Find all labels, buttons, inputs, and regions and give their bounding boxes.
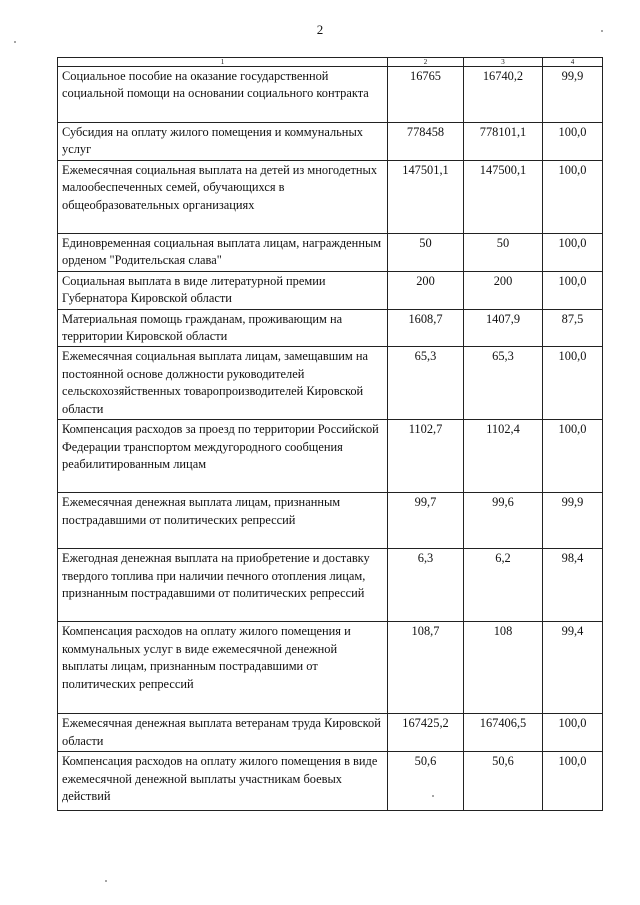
table-row <box>58 752 603 811</box>
cell-col3: 200 <box>464 271 543 309</box>
cell-col3: 1407,9 <box>464 309 543 347</box>
cell-col3: 65,3 <box>464 347 543 420</box>
header-row <box>58 58 603 67</box>
cell-col3: 108 <box>464 622 543 714</box>
page-number: 2 <box>316 22 324 37</box>
cell-col4: 100,0 <box>543 123 603 161</box>
cell-col3: 50,6 <box>464 752 543 811</box>
scan-speck <box>14 41 16 43</box>
table-row <box>58 123 603 161</box>
cell-col2: 6,3 <box>388 549 464 622</box>
table-row <box>58 67 603 123</box>
row-label: Субсидия на оплату жилого помещения и коммунальных услуг <box>58 123 388 161</box>
row-label: Ежемесячная денежная выплата лицам, признанным пострадавшими от политических репрессий <box>58 493 388 549</box>
table-row <box>58 161 603 234</box>
row-label: Ежегодная денежная выплата на приобретение и доставку твердого топлива при наличии печного отопления лицам, признанным пострадавшими от политических репрессий <box>58 549 388 622</box>
cell-col3: 99,6 <box>464 493 543 549</box>
cell-col4: 99,4 <box>543 622 603 714</box>
cell-col2: 65,3 <box>388 347 464 420</box>
cell-col4: 87,5 <box>543 309 603 347</box>
cell-col2: 1608,7 <box>388 309 464 347</box>
cell-col4: 100,0 <box>543 752 603 811</box>
row-label: Социальная выплата в виде литературной премии Губернатора Кировской области <box>58 271 388 309</box>
cell-col4: 100,0 <box>543 234 603 272</box>
table-row <box>58 549 603 622</box>
data-table <box>57 57 603 811</box>
cell-col2: 1102,7 <box>388 420 464 493</box>
cell-col3: 16740,2 <box>464 67 543 123</box>
cell-col4: 100,0 <box>543 420 603 493</box>
row-label: Ежемесячная денежная выплата ветеранам труда Кировской области <box>58 714 388 752</box>
cell-col2: 99,7 <box>388 493 464 549</box>
cell-col4: 99,9 <box>543 493 603 549</box>
row-label: Социальное пособие на оказание государственной социальной помощи на основании социального контракта <box>58 67 388 123</box>
cell-col3: 1102,4 <box>464 420 543 493</box>
cell-col4: 98,4 <box>543 549 603 622</box>
cell-col2: 778458 <box>388 123 464 161</box>
column-header-1: 1 <box>58 58 388 67</box>
row-label: Ежемесячная социальная выплата лицам, замещавшим на постоянной основе должности руководителей сельскохозяйственных товаропроизводителей Кировской области <box>58 347 388 420</box>
table-row <box>58 271 603 309</box>
cell-col2: 167425,2 <box>388 714 464 752</box>
row-label: Компенсация расходов на оплату жилого помещения и коммунальных услуг в виде ежемесячной денежной выплаты лицам, признанным пострадавшими от политических репрессий <box>58 622 388 714</box>
column-header-4: 4 <box>543 58 603 67</box>
cell-col4: 100,0 <box>543 271 603 309</box>
cell-col2: 200 <box>388 271 464 309</box>
table-row <box>58 714 603 752</box>
column-header-2: 2 <box>388 58 464 67</box>
cell-col4: 100,0 <box>543 347 603 420</box>
cell-col2: 108,7 <box>388 622 464 714</box>
cell-col4: 99,9 <box>543 67 603 123</box>
cell-col2: 147501,1 <box>388 161 464 234</box>
row-label: Компенсация расходов за проезд по территории Российской Федерации транспортом междугородного сообщения реабилитированным лицам <box>58 420 388 493</box>
table-row <box>58 622 603 714</box>
scan-speck <box>105 880 107 882</box>
cell-col4: 100,0 <box>543 161 603 234</box>
table-row <box>58 234 603 272</box>
cell-col2: 16765 <box>388 67 464 123</box>
table-row <box>58 309 603 347</box>
cell-col3: 778101,1 <box>464 123 543 161</box>
table-row <box>58 420 603 493</box>
scan-speck <box>601 30 603 32</box>
row-label: Материальная помощь гражданам, проживающим на территории Кировской области <box>58 309 388 347</box>
row-label: Единовременная социальная выплата лицам, награжденным орденом "Родительская слава" <box>58 234 388 272</box>
scan-speck <box>432 795 434 797</box>
cell-col2: 50,6 <box>388 752 464 811</box>
column-header-3: 3 <box>464 58 543 67</box>
cell-col3: 167406,5 <box>464 714 543 752</box>
table-row <box>58 347 603 420</box>
cell-col2: 50 <box>388 234 464 272</box>
cell-col3: 147500,1 <box>464 161 543 234</box>
cell-col3: 6,2 <box>464 549 543 622</box>
cell-col3: 50 <box>464 234 543 272</box>
cell-col4: 100,0 <box>543 714 603 752</box>
table-row <box>58 493 603 549</box>
row-label: Компенсация расходов на оплату жилого помещения в виде ежемесячной денежной выплаты участникам боевых действий <box>58 752 388 811</box>
row-label: Ежемесячная социальная выплата на детей из многодетных малообеспеченных семей, обучающихся в общеобразовательных организациях <box>58 161 388 234</box>
